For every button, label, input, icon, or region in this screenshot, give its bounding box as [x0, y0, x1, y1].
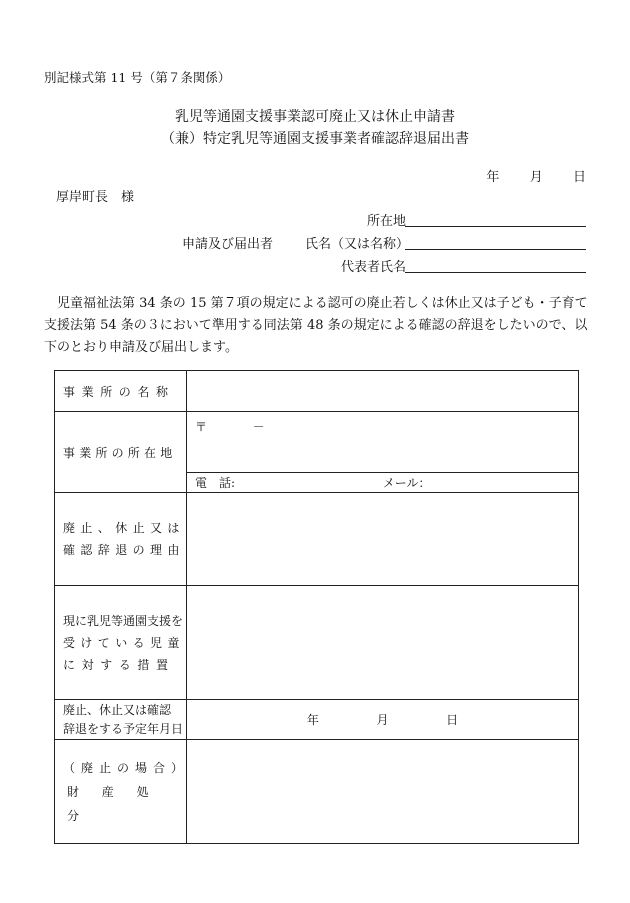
measures-field[interactable] [187, 586, 579, 700]
form-number: 別記様式第 11 号（第７条関係） [44, 70, 231, 85]
declaration-text: 児童福祉法第 34 条の 15 第７項の規定による認可の廃止若しくは休止又は子ども・子育て支援法第 54 条の３において準用する同法第 48 条の規定による確認の辞退をしたいので、以下のとおり申請及び届出します。 [44, 296, 588, 355]
application-table [54, 370, 579, 844]
representative-label: 代表者氏名 [341, 260, 407, 275]
name-field-line[interactable] [405, 249, 586, 250]
representative-field-line[interactable] [405, 272, 586, 273]
reason-label-line2: 確認辞退の理由 [63, 543, 185, 557]
facility-name-field[interactable] [187, 371, 579, 412]
date-year-label: 年 [486, 170, 500, 185]
scheduled-year-label: 年 [306, 713, 319, 727]
property-field[interactable] [187, 740, 579, 844]
measures-label-line2: 受けている児童 [63, 635, 185, 650]
property-label-line2: 財産処分 [67, 784, 172, 823]
scheduled-label-line2: 辞退をする予定年月日 [63, 721, 184, 736]
scheduled-month-label: 月 [376, 713, 389, 727]
reason-field[interactable] [187, 493, 579, 586]
facility-address-field[interactable] [187, 412, 579, 473]
measures-label [55, 586, 187, 700]
scheduled-date [307, 713, 458, 727]
scheduled-label-line1: 廃止、休止又は確認 [63, 702, 172, 717]
name-label: 氏名（又は名称） [305, 237, 410, 252]
address-field-line[interactable] [405, 226, 586, 227]
form-title-line1: 乳児等通園支援事業認可廃止又は休止申請書 [175, 109, 455, 125]
form-title-line2: （兼）特定乳児等通園支援事業者確認辞退届出書 [161, 131, 469, 147]
facility-address-label: 事業所の所在地 [55, 412, 187, 493]
reason-label-line1: 廃止、休止又は [63, 521, 185, 535]
applicant-role-label: 申請及び届出者 [182, 237, 274, 252]
scheduled-date-label [55, 700, 187, 740]
postal-mark: 〒 [195, 420, 208, 434]
contact-field[interactable] [187, 473, 579, 493]
measures-label-line3: に対する措置 [63, 657, 175, 672]
date-day-label: 日 [572, 170, 586, 185]
email-label: メール： [382, 476, 431, 490]
scheduled-day-label: 日 [446, 713, 459, 727]
property-label [55, 740, 190, 844]
postal-dash: － [252, 420, 265, 434]
date-month-label: 月 [529, 170, 543, 185]
phone-label: 電 話: [195, 476, 236, 490]
scheduled-date-field[interactable] [187, 700, 579, 740]
addressee: 厚岸町長 様 [56, 190, 135, 205]
facility-name-label: 事業所の名称 [55, 371, 187, 412]
property-label-line1: （廃止の場合） [63, 760, 190, 775]
submission-date [486, 166, 586, 185]
measures-label-line1: 現に乳児等通園支援を [63, 613, 184, 628]
address-label: 所在地 [367, 214, 407, 229]
reason-label [55, 493, 187, 586]
